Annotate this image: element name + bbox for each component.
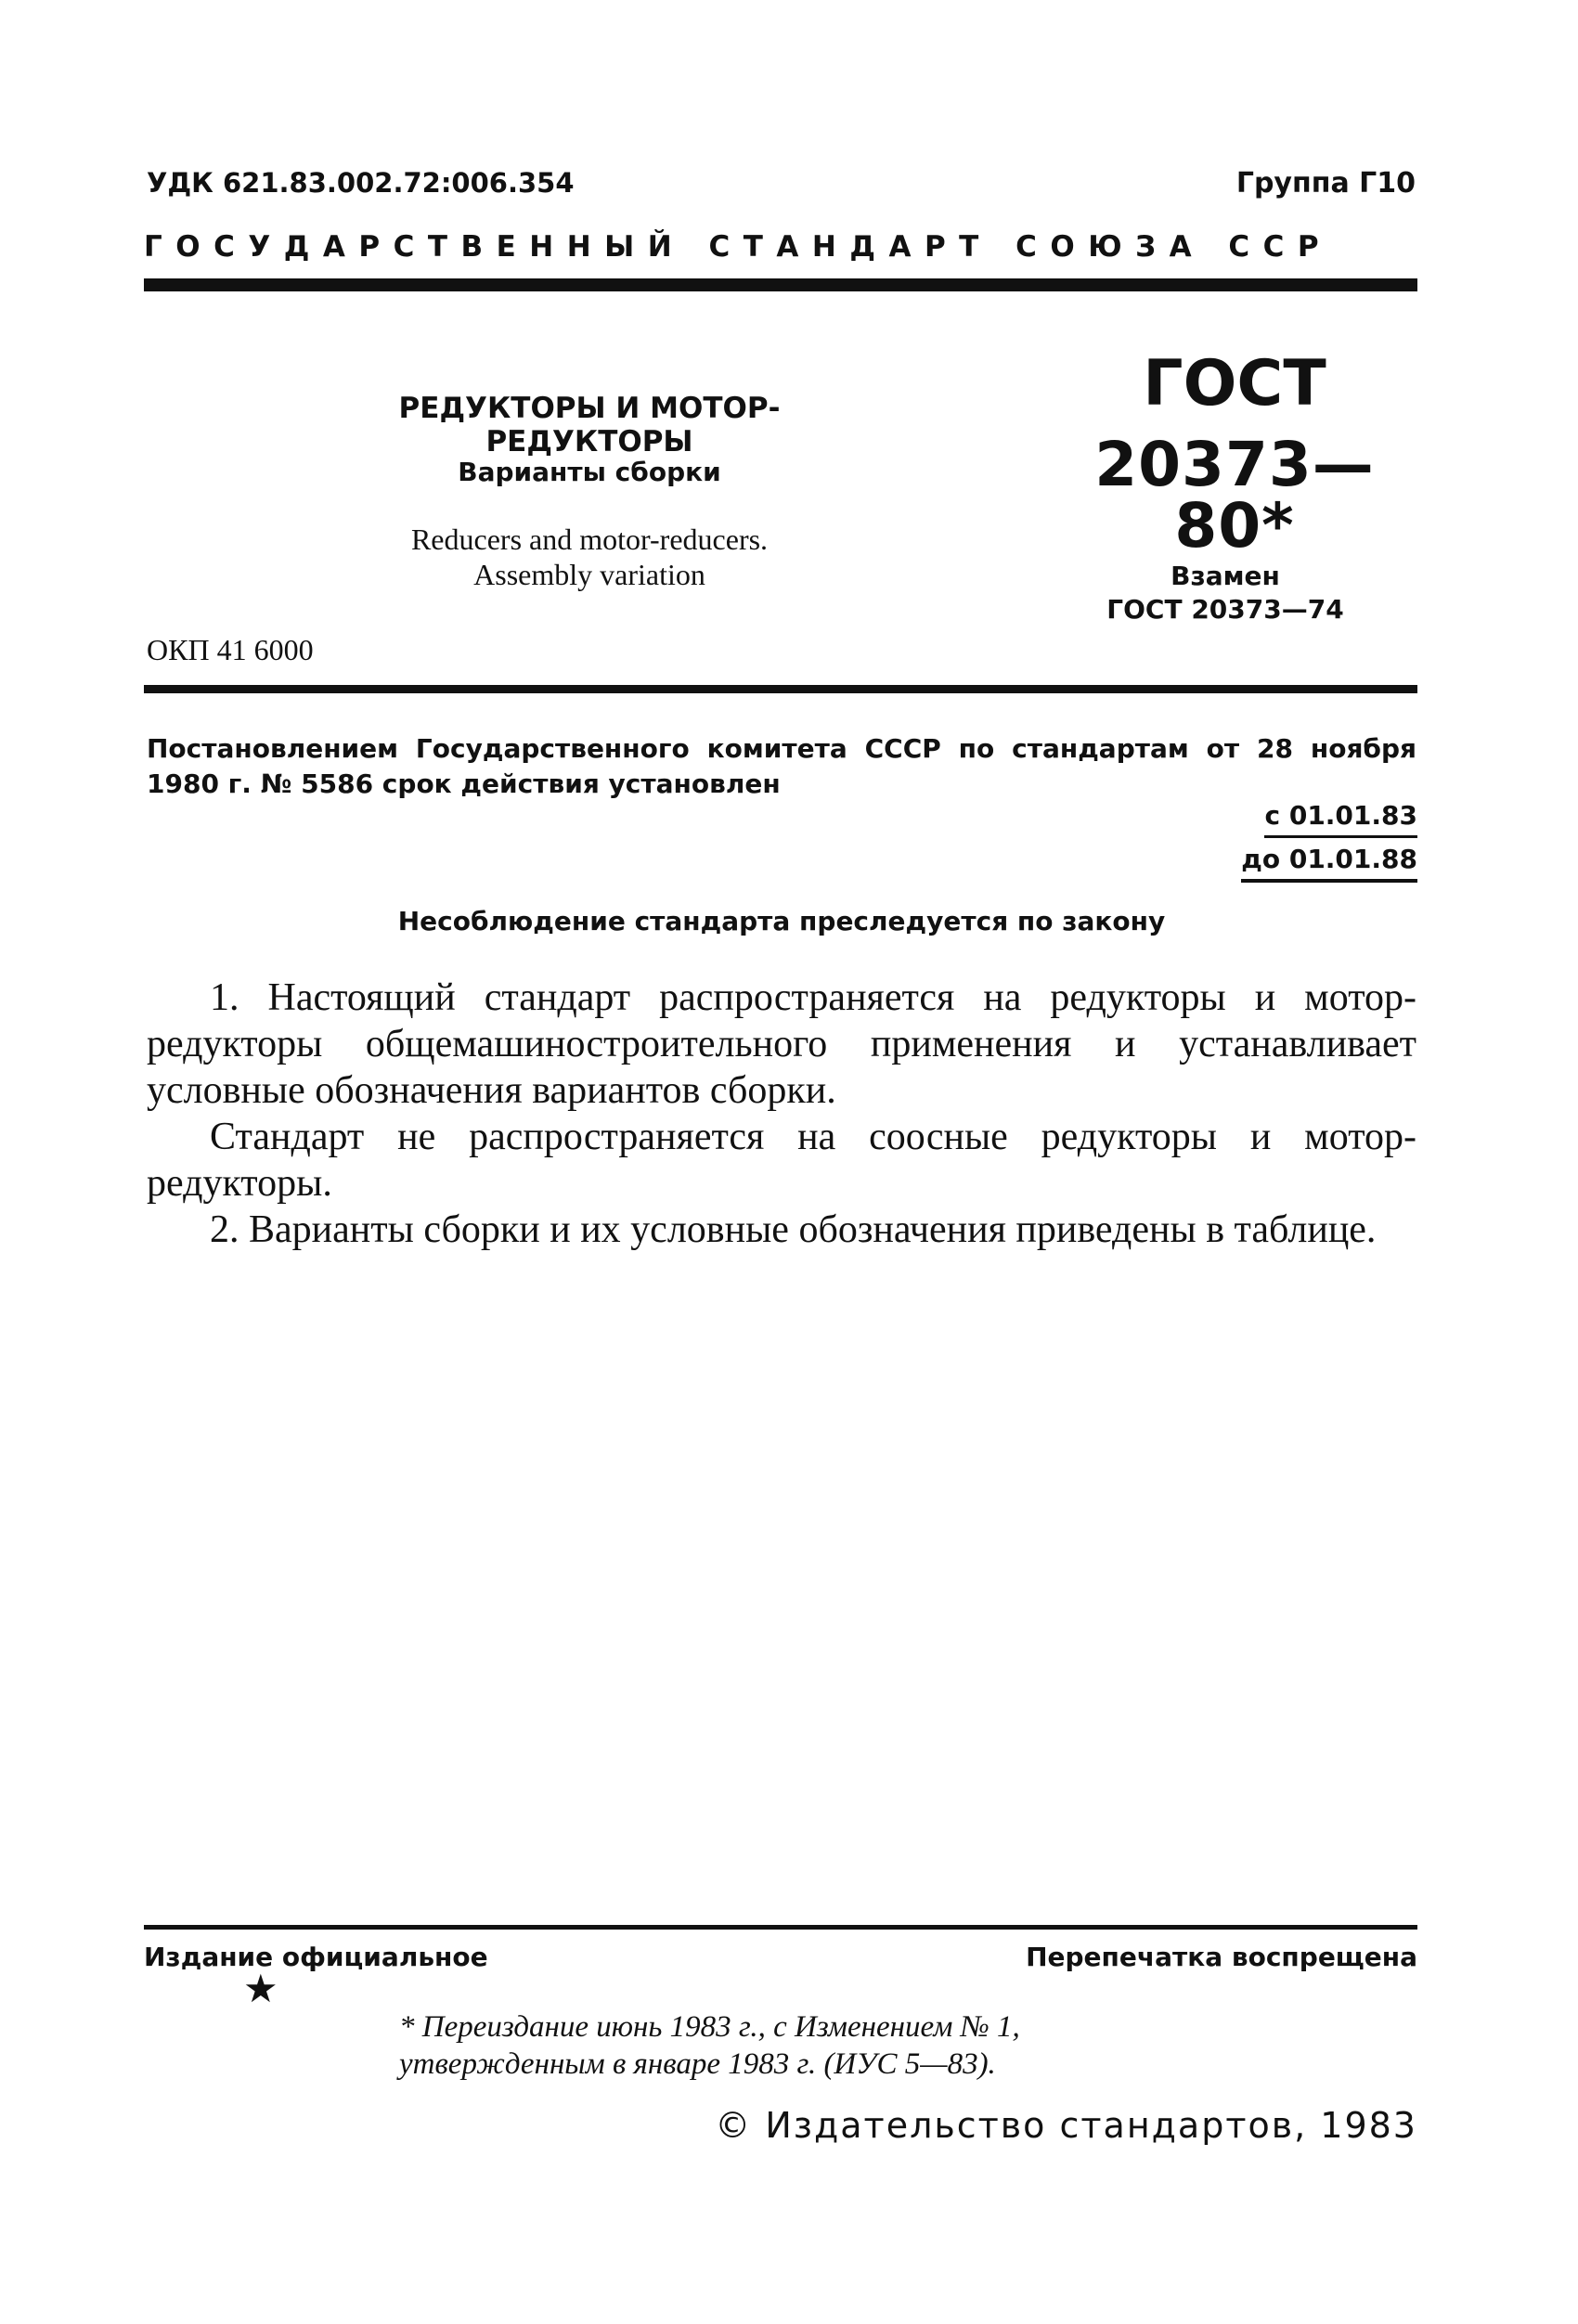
replaces-number: ГОСТ 20373—74 [1106, 594, 1344, 625]
standard-type-heading: ГОСУДАРСТВЕННЫЙ СТАНДАРТ СОЮЗА ССР [144, 230, 1333, 264]
document-subtitle: Варианты сборки [458, 457, 721, 487]
paragraph-3: 2. Варианты сборки и их условные обозначения приведены в таблице. [210, 1208, 1377, 1251]
official-edition: Издание официальное [144, 1942, 488, 1972]
english-title [306, 522, 873, 592]
copyright: © Издательство стандартов, 1983 [715, 2105, 1417, 2146]
law-notice: Несоблюдение стандарта преследуется по закону [397, 906, 1166, 936]
gost-number: 20373—80* [1094, 429, 1375, 562]
title-block-rule [144, 685, 1417, 693]
validity-period [1241, 798, 1417, 883]
udk-code: УДК 621.83.002.72:006.354 [147, 167, 575, 199]
body-text [147, 975, 1416, 1253]
document-title: РЕДУКТОРЫ И МОТОР-РЕДУКТОРЫ [398, 392, 781, 458]
paragraph-2: Стандарт не распространяется на соосные редукторы и мотор-редукторы. [147, 1116, 1416, 1205]
paragraph-1: 1. Настоящий стандарт распространяется на редукторы и мотор-редукторы общемашиностроительного применения и устанавливает условные обозначения вариантов сборки. [147, 976, 1416, 1112]
decree-text: Постановлением Государственного комитета СССР по стандартам от 28 ноября 1980 г. № 5586 срок действия установлен [147, 733, 1416, 799]
english-title-line-2: Assembly variation [473, 558, 705, 591]
star-icon: ★ [243, 1966, 278, 2011]
reprint-footnote [399, 2008, 1420, 2083]
valid-from: с 01.01.83 [1264, 798, 1417, 838]
valid-to: до 01.01.88 [1241, 842, 1417, 883]
footnote-line-1: * Переиздание июнь 1983 г., с Изменением № 1, [399, 2010, 1020, 2044]
replaces-label: Взамен [1171, 561, 1280, 591]
reprint-prohibited: Перепечатка воспрещена [1026, 1942, 1417, 1972]
english-title-line-1: Reducers and motor-reducers. [410, 523, 769, 556]
footer-rule [144, 1925, 1417, 1930]
group-code: Группа Г10 [1235, 167, 1416, 200]
okp-code: ОКП 41 6000 [147, 633, 314, 666]
header-rule [144, 278, 1417, 291]
gost-label: ГОСТ [1143, 347, 1326, 420]
footnote-line-2: утвержденным в январе 1983 г. (ИУС 5—83). [399, 2047, 996, 2081]
